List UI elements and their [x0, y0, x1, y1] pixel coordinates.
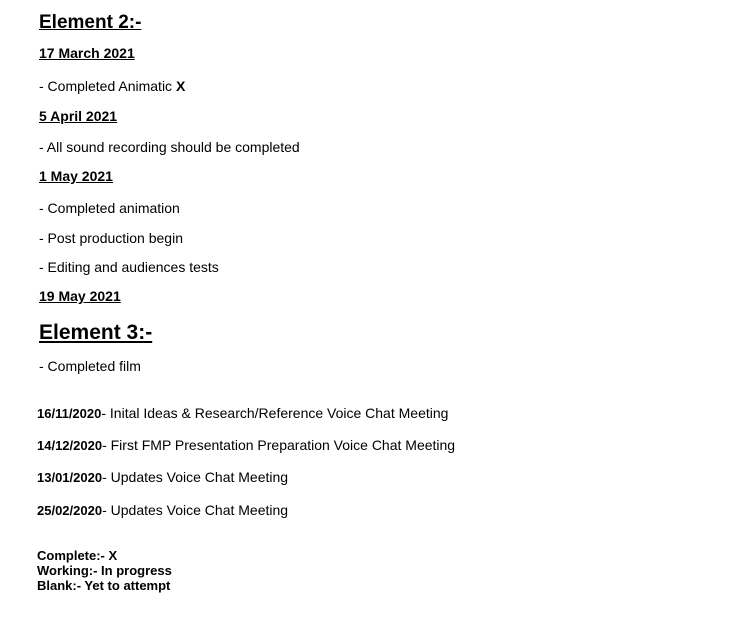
milestone-item: - Completed animation — [39, 200, 180, 216]
legend-working: Working:- In progress — [37, 563, 172, 578]
legend-complete: Complete:- X — [37, 548, 118, 563]
meeting-text: - Updates Voice Chat Meeting — [102, 469, 289, 485]
element-2-heading: Element 2:- — [39, 12, 142, 33]
meeting-date: 14/12/2020 — [37, 438, 103, 453]
milestone-item: - Editing and audiences tests — [39, 259, 219, 275]
meeting-entry — [37, 470, 288, 484]
complete-mark: X — [175, 78, 186, 94]
meeting-date: 16/11/2020 — [37, 406, 102, 421]
meeting-entry — [37, 503, 288, 517]
milestone-item — [39, 79, 185, 93]
milestone-date: 17 March 2021 — [39, 45, 135, 61]
milestone-item-text: - Completed Animatic — [39, 78, 176, 94]
meeting-entry — [37, 406, 448, 420]
meeting-entry — [37, 438, 455, 452]
meeting-text: - First FMP Presentation Preparation Voice Chat Meeting — [102, 437, 456, 453]
milestone-date: 5 April 2021 — [39, 108, 118, 124]
meeting-text: - Inital Ideas & Research/Reference Voice Chat Meeting — [101, 405, 449, 421]
legend-blank: Blank:- Yet to attempt — [37, 578, 171, 593]
meeting-text: - Updates Voice Chat Meeting — [102, 502, 289, 518]
milestone-item: - All sound recording should be completed — [39, 139, 300, 155]
milestone-item: - Post production begin — [39, 230, 183, 246]
status-legend — [37, 548, 172, 593]
milestone-date: 19 May 2021 — [39, 288, 121, 304]
element-3-heading: Element 3:- — [39, 321, 153, 344]
element-3-item: - Completed film — [39, 358, 141, 374]
milestone-date: 1 May 2021 — [39, 168, 113, 184]
meeting-date: 25/02/2020 — [37, 503, 103, 518]
meeting-date: 13/01/2020 — [37, 470, 103, 485]
